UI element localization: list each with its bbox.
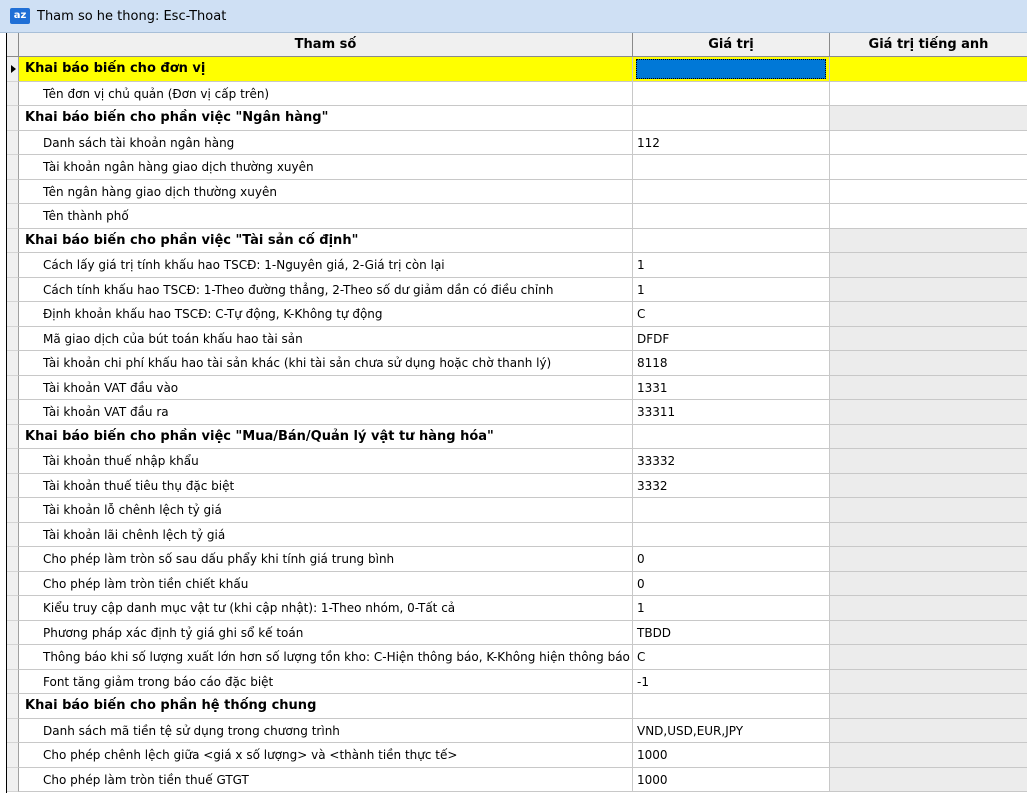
parameter-name: Định khoản khấu hao TSCĐ: C-Tự động, K-Không tự động (19, 302, 633, 327)
table-row[interactable] (7, 670, 1027, 695)
row-selector[interactable] (7, 131, 19, 156)
row-selector[interactable] (7, 82, 19, 107)
section-title: Khai báo biến cho đơn vị (19, 57, 633, 82)
title-bar (0, 0, 1027, 33)
section-title: Khai báo biến cho phần hệ thống chung (19, 694, 633, 719)
row-selector[interactable] (7, 400, 19, 425)
parameter-name: Tài khoản chi phí khấu hao tài sản khác (khi tài sản chưa sử dụng hoặc chờ thanh lý) (19, 351, 633, 376)
row-selector[interactable] (7, 621, 19, 646)
section-title: Khai báo biến cho phần việc "Ngân hàng" (19, 106, 633, 131)
parameter-value-english-cell[interactable] (830, 327, 1027, 352)
parameter-value-cell[interactable] (633, 106, 830, 131)
column-header-parameter[interactable]: Tham số (19, 33, 633, 56)
row-selector[interactable] (7, 180, 19, 205)
row-selector[interactable] (7, 743, 19, 768)
parameter-value-cell[interactable] (633, 82, 830, 107)
parameter-value-english-cell[interactable] (830, 155, 1027, 180)
row-selector[interactable] (7, 302, 19, 327)
parameter-name: Tài khoản VAT đầu ra (19, 400, 633, 425)
section-title: Khai báo biến cho phần việc "Tài sản cố định" (19, 229, 633, 254)
parameter-value-english-cell[interactable] (830, 253, 1027, 278)
row-selector[interactable] (7, 425, 19, 450)
parameter-value-cell[interactable]: 8118 (633, 351, 830, 376)
row-selector[interactable] (7, 229, 19, 254)
parameter-name: Thông báo khi số lượng xuất lớn hơn số lượng tồn kho: C-Hiện thông báo, K-Không hiện thông báo (19, 645, 633, 670)
parameter-name: Danh sách tài khoản ngân hàng (19, 131, 633, 156)
row-selector[interactable] (7, 253, 19, 278)
parameter-value-cell[interactable] (633, 694, 830, 719)
parameter-value-english-cell[interactable] (830, 498, 1027, 523)
column-header-value[interactable]: Giá trị (633, 33, 830, 56)
parameter-value-cell[interactable]: TBDD (633, 621, 830, 646)
row-selector[interactable] (7, 547, 19, 572)
table-row[interactable] (7, 719, 1027, 744)
parameter-value-english-cell[interactable] (830, 474, 1027, 499)
row-selector[interactable] (7, 155, 19, 180)
parameter-name: Font tăng giảm trong báo cáo đặc biệt (19, 670, 633, 695)
row-selector[interactable] (7, 351, 19, 376)
window-title: Tham so he thong: Esc-Thoat (37, 8, 227, 24)
row-selector[interactable] (7, 204, 19, 229)
parameter-name: Tài khoản lãi chênh lệch tỷ giá (19, 523, 633, 548)
parameter-name: Tài khoản ngân hàng giao dịch thường xuyên (19, 155, 633, 180)
table-row[interactable] (7, 253, 1027, 278)
parameter-value-english-cell[interactable] (830, 621, 1027, 646)
app-icon: az (10, 8, 30, 24)
parameter-value-english-cell[interactable] (830, 351, 1027, 376)
parameter-name: Tên ngân hàng giao dịch thường xuyên (19, 180, 633, 205)
current-row-pointer-icon (11, 65, 16, 73)
parameter-value-cell[interactable] (633, 204, 830, 229)
table-row[interactable] (7, 327, 1027, 352)
parameter-value-cell[interactable]: 1 (633, 596, 830, 621)
parameter-value-cell[interactable]: 1 (633, 278, 830, 303)
parameter-value-cell[interactable]: -1 (633, 670, 830, 695)
parameter-name: Cách tính khấu hao TSCĐ: 1-Theo đường thẳng, 2-Theo số dư giảm dần có điều chỉnh (19, 278, 633, 303)
parameter-value-cell[interactable] (633, 57, 830, 82)
section-row[interactable] (7, 57, 1027, 82)
parameter-value-english-cell[interactable] (830, 302, 1027, 327)
table-row[interactable] (7, 498, 1027, 523)
column-header-value-english[interactable]: Giá trị tiếng anh (830, 33, 1027, 56)
row-selector[interactable] (7, 719, 19, 744)
table-row[interactable] (7, 474, 1027, 499)
row-selector[interactable] (7, 57, 19, 82)
parameter-value-cell[interactable]: 1000 (633, 768, 830, 793)
parameter-name: Cho phép làm tròn tiền chiết khấu (19, 572, 633, 597)
row-selector[interactable] (7, 694, 19, 719)
table-row[interactable] (7, 449, 1027, 474)
parameter-value-english-cell[interactable] (830, 719, 1027, 744)
parameter-value-cell[interactable]: 1331 (633, 376, 830, 401)
table-row[interactable] (7, 351, 1027, 376)
table-row[interactable] (7, 82, 1027, 107)
table-row[interactable] (7, 596, 1027, 621)
parameter-value-english-cell[interactable] (830, 425, 1027, 450)
parameter-name: Tài khoản thuế nhập khẩu (19, 449, 633, 474)
parameter-value-cell[interactable] (633, 180, 830, 205)
parameter-value-cell[interactable]: VND,USD,EUR,JPY (633, 719, 830, 744)
parameter-value-cell[interactable]: C (633, 645, 830, 670)
parameter-value-english-cell[interactable] (830, 278, 1027, 303)
parameter-name: Cách lấy giá trị tính khấu hao TSCĐ: 1-Nguyên giá, 2-Giá trị còn lại (19, 253, 633, 278)
parameter-value-cell[interactable]: 0 (633, 547, 830, 572)
row-selector[interactable] (7, 449, 19, 474)
header-row-selector (7, 33, 19, 56)
section-row[interactable] (7, 694, 1027, 719)
section-row[interactable] (7, 229, 1027, 254)
row-selector[interactable] (7, 327, 19, 352)
parameter-value-english-cell[interactable] (830, 82, 1027, 107)
table-row[interactable] (7, 743, 1027, 768)
parameter-value-english-cell[interactable] (830, 376, 1027, 401)
parameter-value-english-cell[interactable] (830, 106, 1027, 131)
parameter-name: Phương pháp xác định tỷ giá ghi sổ kế toán (19, 621, 633, 646)
row-selector[interactable] (7, 596, 19, 621)
parameter-value-english-cell[interactable] (830, 547, 1027, 572)
parameter-value-english-cell[interactable] (830, 180, 1027, 205)
table-row[interactable] (7, 204, 1027, 229)
section-row[interactable] (7, 425, 1027, 450)
parameter-value-english-cell[interactable] (830, 523, 1027, 548)
section-row[interactable] (7, 106, 1027, 131)
row-selector[interactable] (7, 572, 19, 597)
parameter-name: Danh sách mã tiền tệ sử dụng trong chương trình (19, 719, 633, 744)
parameters-grid[interactable] (6, 33, 1027, 793)
parameter-value-cell[interactable]: 1000 (633, 743, 830, 768)
parameter-value-english-cell[interactable] (830, 645, 1027, 670)
parameter-name: Tên đơn vị chủ quản (Đơn vị cấp trên) (19, 82, 633, 107)
parameter-value-cell[interactable] (633, 498, 830, 523)
table-row[interactable] (7, 155, 1027, 180)
parameter-value-english-cell[interactable] (830, 743, 1027, 768)
parameter-value-english-cell[interactable] (830, 131, 1027, 156)
parameter-value-english-cell[interactable] (830, 572, 1027, 597)
row-selector[interactable] (7, 278, 19, 303)
parameter-value-english-cell[interactable] (830, 694, 1027, 719)
parameter-value-cell[interactable]: 0 (633, 572, 830, 597)
parameter-value-english-cell[interactable] (830, 596, 1027, 621)
parameter-name: Tài khoản lỗ chênh lệch tỷ giá (19, 498, 633, 523)
parameter-value-cell[interactable] (633, 523, 830, 548)
row-selector[interactable] (7, 376, 19, 401)
parameter-value-cell[interactable] (633, 155, 830, 180)
parameter-value-cell[interactable]: 1 (633, 253, 830, 278)
table-row[interactable] (7, 621, 1027, 646)
parameter-value-cell[interactable]: 33332 (633, 449, 830, 474)
parameter-value-cell[interactable]: C (633, 302, 830, 327)
table-row[interactable] (7, 400, 1027, 425)
table-row[interactable] (7, 645, 1027, 670)
table-row[interactable] (7, 180, 1027, 205)
row-selector[interactable] (7, 523, 19, 548)
parameter-value-english-cell[interactable] (830, 229, 1027, 254)
table-row[interactable] (7, 302, 1027, 327)
parameter-name: Tài khoản VAT đầu vào (19, 376, 633, 401)
table-row[interactable] (7, 131, 1027, 156)
parameter-name: Kiểu truy cập danh mục vật tư (khi cập nhật): 1-Theo nhóm, 0-Tất cả (19, 596, 633, 621)
row-selector[interactable] (7, 645, 19, 670)
parameter-name: Cho phép làm tròn số sau dấu phẩy khi tính giá trung bình (19, 547, 633, 572)
parameter-value-english-cell[interactable] (830, 768, 1027, 793)
row-selector[interactable] (7, 498, 19, 523)
table-row[interactable] (7, 768, 1027, 793)
parameter-name: Cho phép làm tròn tiền thuế GTGT (19, 768, 633, 793)
table-row[interactable] (7, 547, 1027, 572)
section-title: Khai báo biến cho phần việc "Mua/Bán/Quản lý vật tư hàng hóa" (19, 425, 633, 450)
row-selector[interactable] (7, 768, 19, 793)
parameter-value-english-cell[interactable] (830, 449, 1027, 474)
parameter-value-cell[interactable] (633, 229, 830, 254)
parameter-value-cell[interactable]: 33311 (633, 400, 830, 425)
table-row[interactable] (7, 572, 1027, 597)
row-selector[interactable] (7, 474, 19, 499)
parameter-value-english-cell[interactable] (830, 400, 1027, 425)
parameter-value-english-cell[interactable] (830, 57, 1027, 82)
parameter-value-english-cell[interactable] (830, 670, 1027, 695)
parameter-name: Tên thành phố (19, 204, 633, 229)
table-row[interactable] (7, 523, 1027, 548)
grid-rows (7, 57, 1027, 792)
parameter-value-cell[interactable]: DFDF (633, 327, 830, 352)
parameter-name: Cho phép chênh lệch giữa <giá x số lượng> và <thành tiền thực tế> (19, 743, 633, 768)
selected-cell-editor[interactable] (636, 59, 826, 79)
table-row[interactable] (7, 278, 1027, 303)
table-row[interactable] (7, 376, 1027, 401)
grid-header (7, 33, 1027, 57)
row-selector[interactable] (7, 106, 19, 131)
parameter-value-cell[interactable]: 112 (633, 131, 830, 156)
parameter-name: Tài khoản thuế tiêu thụ đặc biệt (19, 474, 633, 499)
parameter-value-cell[interactable]: 3332 (633, 474, 830, 499)
parameter-value-cell[interactable] (633, 425, 830, 450)
parameter-value-english-cell[interactable] (830, 204, 1027, 229)
row-selector[interactable] (7, 670, 19, 695)
parameter-name: Mã giao dịch của bút toán khấu hao tài sản (19, 327, 633, 352)
